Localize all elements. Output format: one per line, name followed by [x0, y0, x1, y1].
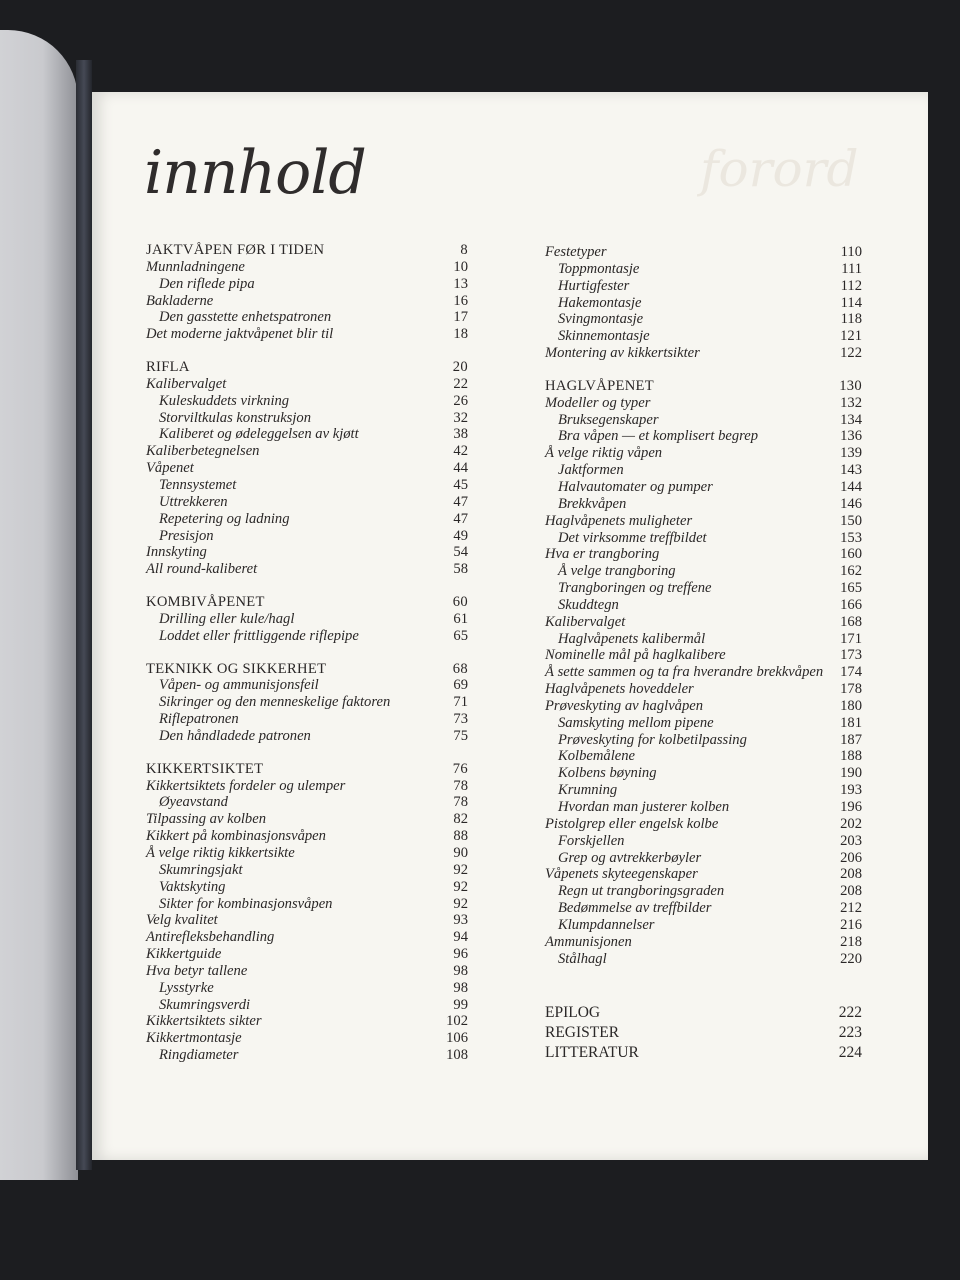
toc-entry — [146, 293, 468, 310]
toc-entry-title: Kuleskuddets virkning — [159, 392, 290, 409]
toc-entry — [146, 661, 468, 678]
toc-entry-page: 110 — [840, 244, 862, 260]
toc-entry-page: 165 — [840, 580, 862, 597]
toc-entry — [146, 794, 468, 811]
toc-entry-page: 68 — [452, 660, 468, 677]
toc-entry-page: 61 — [453, 610, 468, 627]
toc-entry — [146, 1047, 468, 1064]
toc-entry-title: Hvordan man justerer kolben — [558, 799, 730, 815]
toc-entry-page: 173 — [840, 647, 862, 664]
toc-entry-title: HAGLVÅPENET — [545, 377, 654, 394]
toc-entry-page: 73 — [453, 711, 468, 728]
toc-entry — [545, 765, 862, 782]
toc-entry-title: Ammunisjonen — [545, 933, 632, 950]
back-matter-page: 222 — [838, 1004, 862, 1022]
toc-entry — [146, 426, 468, 443]
toc-entry-page: 38 — [453, 426, 468, 443]
toc-entry-title: Repetering og ladning — [159, 510, 290, 527]
toc-entry-page: 162 — [840, 563, 862, 580]
toc-entry-title: Tennsystemet — [159, 476, 237, 493]
toc-entry-page: 58 — [453, 561, 468, 578]
toc-entry — [146, 511, 468, 528]
toc-entry — [545, 428, 862, 445]
toc-entry-page: 118 — [840, 311, 862, 328]
toc-entry-title: Hurtigfester — [558, 277, 630, 294]
toc-entry-page: 187 — [840, 731, 862, 748]
toc-entry-title: Toppmontasje — [558, 260, 640, 277]
toc-entry-page: 212 — [840, 900, 862, 917]
back-matter-entry — [545, 1043, 862, 1063]
toc-entry-title: Antirefleksbehandling — [146, 929, 275, 946]
toc-entry-page: 71 — [453, 694, 468, 711]
toc-entry-title: Velg kvalitet — [146, 912, 218, 929]
toc-entry-title: Sikter for kombinasjonsvåpen — [159, 895, 333, 912]
toc-entry — [146, 912, 468, 929]
toc-entry — [545, 295, 862, 312]
toc-entry — [146, 929, 468, 946]
toc-entry — [146, 997, 468, 1014]
toc-entry-page: 106 — [446, 1030, 468, 1047]
toc-entry — [146, 711, 468, 728]
toc-entry-title: Krumning — [558, 782, 618, 799]
toc-entry-page: 202 — [840, 815, 862, 832]
toc-entry-page: 82 — [453, 811, 468, 828]
toc-entry — [545, 244, 862, 261]
toc-entry-title: Den gasstette enhetspatronen — [159, 309, 332, 326]
toc-entry-title: Det moderne jaktvåpenet blir til — [146, 326, 334, 343]
toc-entry-page: 98 — [453, 979, 468, 996]
toc-entry — [545, 614, 862, 631]
toc-entry-page: 203 — [840, 832, 862, 849]
toc-entry — [545, 580, 862, 597]
toc-entry-page: 94 — [453, 929, 468, 946]
toc-entry — [146, 460, 468, 477]
toc-entry-title: Prøveskyting av haglvåpen — [545, 697, 704, 714]
toc-entry-page: 90 — [453, 845, 468, 861]
toc-entry-page: 26 — [453, 392, 468, 409]
toc-entry — [146, 845, 468, 862]
toc-entry — [146, 359, 468, 376]
toc-entry-title: JAKTVÅPEN FØR I TIDEN — [146, 242, 325, 258]
toc-entry-title: Drilling eller kule/hagl — [159, 610, 295, 627]
toc-entry-page: 134 — [840, 411, 862, 428]
toc-entry-page: 47 — [453, 493, 468, 510]
toc-entry — [545, 748, 862, 765]
toc-entry-page: 143 — [840, 462, 862, 479]
toc-entry-page: 168 — [840, 613, 862, 630]
toc-entry-page: 132 — [840, 394, 862, 411]
toc-entry — [545, 395, 862, 412]
toc-entry-title: Tilpassing av kolben — [146, 811, 266, 828]
toc-entry-page: 196 — [840, 799, 862, 815]
toc-entry — [545, 597, 862, 614]
toc-entry-title: Kikkertsiktets fordeler og ulemper — [146, 777, 346, 794]
toc-entry-page: 92 — [453, 895, 468, 912]
toc-entry — [146, 811, 468, 828]
toc-entry-title: Trangboringen og treffene — [558, 580, 712, 597]
back-matter-title: REGISTER — [545, 1024, 620, 1042]
toc-entry — [146, 242, 468, 259]
toc-entry — [146, 677, 468, 694]
toc-entry — [146, 443, 468, 460]
toc-entry-page: 8 — [460, 242, 468, 258]
toc-entry-title: Å velge trangboring — [558, 563, 676, 580]
toc-entry-title: RIFLA — [146, 359, 190, 376]
toc-entry-page: 122 — [840, 345, 862, 362]
back-matter-title: LITTERATUR — [545, 1044, 639, 1062]
toc-entry — [545, 664, 862, 681]
toc-entry-page: 208 — [840, 883, 862, 900]
toc-entry-title: KOMBIVÅPENET — [146, 594, 265, 611]
toc-entry-page: 193 — [840, 782, 862, 799]
toc-entry — [545, 647, 862, 664]
toc-entry-page: 54 — [453, 544, 468, 561]
toc-entry-page: 10 — [453, 258, 468, 275]
toc-entry-page: 75 — [453, 727, 468, 744]
toc-entry-page: 98 — [453, 962, 468, 979]
toc-entry-title: Pistolgrep eller engelsk kolbe — [545, 815, 719, 832]
toc-entry — [545, 631, 862, 648]
toc-entry-title: Skinnemontasje — [558, 328, 650, 345]
toc-entry-page: 99 — [453, 996, 468, 1013]
toc-entry-page: 17 — [453, 309, 468, 326]
toc-entry-page: 112 — [840, 277, 862, 294]
toc-entry-page: 92 — [453, 878, 468, 895]
toc-entry-title: Samskyting mellom pipene — [558, 714, 714, 731]
toc-entry — [146, 528, 468, 545]
toc-entry — [545, 917, 862, 934]
toc-entry-page: 69 — [453, 677, 468, 694]
toc-entry-page: 49 — [453, 527, 468, 544]
toc-entry-title: Kikkertguide — [146, 946, 222, 963]
toc-entry — [545, 681, 862, 698]
toc-entry-title: Bakladerne — [146, 292, 214, 309]
toc-entry-title: Storviltkulas konstruksjon — [159, 409, 312, 426]
toc-entry-page: 208 — [840, 866, 862, 883]
toc-entry-page: 130 — [839, 377, 862, 394]
toc-entry-page: 174 — [840, 664, 862, 681]
toc-entry — [545, 900, 862, 917]
toc-entry-title: Hva er trangboring — [545, 546, 660, 563]
toc-entry — [545, 866, 862, 883]
toc-entry — [545, 412, 862, 429]
toc-column-left — [146, 242, 468, 1064]
toc-entry-page: 108 — [446, 1047, 468, 1064]
toc-entry-page: 44 — [453, 460, 468, 477]
toc-entry — [146, 963, 468, 980]
toc-entry-title: Haglvåpenets muligheter — [545, 512, 693, 529]
toc-entry-title: Brekkvåpen — [558, 495, 627, 512]
toc-entry — [545, 513, 862, 530]
toc-entry-title: Å sette sammen og ta fra hverandre brekkvåpen — [545, 664, 824, 681]
toc-entry-page: 160 — [840, 546, 862, 563]
toc-entry — [545, 951, 862, 968]
toc-entry-title: Uttrekkeren — [159, 493, 228, 510]
back-matter-page: 224 — [838, 1044, 862, 1062]
toc-entry — [146, 611, 468, 628]
toc-entry — [545, 799, 862, 816]
toc-entry-page: 181 — [840, 714, 862, 731]
toc-entry-title: Stålhagl — [558, 950, 607, 967]
toc-entry-title: TEKNIKK OG SIKKERHET — [146, 660, 327, 677]
toc-entry-title: Den riflede pipa — [159, 275, 255, 292]
toc-entry — [545, 311, 862, 328]
toc-entry — [146, 896, 468, 913]
facing-page-edge — [0, 30, 78, 1180]
toc-entry-title: Regn ut trangboringsgraden — [558, 883, 725, 900]
toc-entry-page: 139 — [840, 445, 862, 462]
toc-entry-title: Innskyting — [146, 544, 207, 561]
toc-entry-title: Modeller og typer — [545, 394, 651, 411]
toc-entry-page: 146 — [840, 495, 862, 512]
back-matter-entry — [545, 1023, 862, 1043]
toc-entry-title: Kalibervalget — [545, 613, 626, 630]
toc-entry-page: 18 — [453, 326, 468, 343]
toc-entry-page: 144 — [840, 478, 862, 495]
toc-entry-title: Det virksomme treffbildet — [558, 529, 707, 546]
toc-entry-page: 88 — [453, 828, 468, 845]
toc-entry-page: 206 — [840, 849, 862, 866]
toc-entry-title: Skumringsjakt — [159, 861, 243, 878]
toc-entry — [146, 326, 468, 343]
toc-entry-title: Å velge riktig våpen — [545, 445, 663, 462]
show-through-title: forord — [700, 140, 859, 198]
toc-entry-page: 114 — [840, 294, 862, 311]
toc-entry-page: 218 — [840, 933, 862, 950]
toc-entry-page: 16 — [453, 292, 468, 309]
toc-entry-page: 92 — [453, 861, 468, 878]
toc-entry-title: Å velge riktig kikkertsikte — [146, 845, 295, 861]
toc-entry — [146, 879, 468, 896]
toc-entry — [545, 261, 862, 278]
toc-entry — [146, 1013, 468, 1030]
toc-entry-page: 111 — [841, 260, 862, 277]
toc-entry-page: 166 — [840, 596, 862, 613]
toc-entry-title: Hakemontasje — [558, 294, 642, 311]
toc-entry-page: 22 — [453, 375, 468, 392]
toc-entry — [146, 477, 468, 494]
toc-entry — [545, 546, 862, 563]
toc-entry-page: 47 — [453, 510, 468, 527]
toc-entry-title: Jaktformen — [558, 462, 624, 479]
toc-entry — [146, 946, 468, 963]
toc-entry-page: 32 — [453, 409, 468, 426]
toc-entry-page: 188 — [840, 748, 862, 765]
book-page — [92, 92, 928, 1160]
toc-entry-page: 45 — [453, 476, 468, 493]
toc-entry-title: Den håndladede patronen — [159, 727, 311, 744]
toc-entry — [545, 698, 862, 715]
toc-entry-title: Kikkert på kombinasjonsvåpen — [146, 828, 326, 845]
toc-entry-title: Bra våpen — et komplisert begrep — [558, 428, 759, 445]
toc-entry-title: Øyeavstand — [159, 794, 228, 811]
toc-entry-title: Prøveskyting for kolbetilpassing — [558, 731, 747, 748]
toc-entry — [146, 778, 468, 795]
toc-entry — [146, 980, 468, 997]
toc-entry-page: 153 — [840, 529, 862, 546]
toc-entry-title: Munnladningene — [146, 258, 245, 275]
toc-entry — [146, 544, 468, 561]
back-matter-entry — [545, 1003, 862, 1023]
toc-entry-title: Kalibervalget — [146, 375, 227, 392]
toc-entry — [146, 276, 468, 293]
toc-entry-title: Bedømmelse av treffbilder — [558, 900, 712, 917]
book-cover-edge — [76, 60, 92, 1170]
toc-entry — [545, 479, 862, 496]
toc-entry — [146, 728, 468, 745]
toc-entry-title: Sikringer og den menneskelige faktoren — [159, 694, 391, 711]
toc-entry — [146, 594, 468, 611]
toc-entry — [545, 833, 862, 850]
toc-entry-page: 20 — [452, 359, 468, 376]
toc-entry — [545, 782, 862, 799]
toc-entry-page: 150 — [840, 512, 862, 529]
toc-entry-title: Våpenet — [146, 460, 194, 477]
toc-entry-page: 78 — [453, 794, 468, 811]
toc-entry-page: 93 — [453, 912, 468, 929]
toc-entry — [545, 345, 862, 362]
toc-entry — [545, 883, 862, 900]
toc-entry-title: Kaliberbetegnelsen — [146, 443, 260, 460]
toc-entry-title: Kaliberet og ødeleggelsen av kjøtt — [159, 426, 359, 443]
toc-entry — [545, 715, 862, 732]
toc-entry-title: Våpen- og ammunisjonsfeil — [159, 677, 319, 694]
toc-entry — [545, 378, 862, 395]
toc-entry — [146, 694, 468, 711]
toc-entry-title: Haglvåpenets hoveddeler — [545, 681, 694, 698]
toc-entry-title: Kikkertsiktets sikter — [146, 1013, 262, 1030]
toc-entry-page: 121 — [840, 328, 862, 345]
toc-entry — [545, 732, 862, 749]
toc-entry-page: 171 — [840, 630, 862, 647]
toc-entry-title: Våpenets skyteegenskaper — [545, 866, 698, 883]
toc-entry — [146, 494, 468, 511]
toc-entry-title: Svingmontasje — [558, 311, 644, 328]
toc-entry-title: Haglvåpenets kalibermål — [558, 630, 706, 647]
toc-entry-page: 60 — [452, 594, 468, 611]
toc-entry-page: 102 — [446, 1013, 468, 1030]
toc-entry — [545, 328, 862, 345]
toc-entry-page: 78 — [453, 777, 468, 794]
page-title: innhold — [144, 138, 366, 208]
toc-entry — [545, 278, 862, 295]
toc-entry-page: 178 — [840, 681, 862, 698]
toc-entry-title: Kolbemålene — [558, 748, 636, 765]
toc-entry — [146, 628, 468, 645]
toc-entry-title: Lysstyrke — [159, 979, 214, 996]
toc-entry-page: 42 — [453, 443, 468, 460]
toc-entry — [146, 761, 468, 778]
toc-entry-page: 136 — [840, 428, 862, 445]
toc-entry-page: 96 — [453, 946, 468, 963]
toc-entry — [146, 862, 468, 879]
toc-entry-title: Presisjon — [159, 527, 214, 544]
toc-entry — [545, 496, 862, 513]
toc-entry — [146, 828, 468, 845]
toc-entry — [146, 1030, 468, 1047]
toc-entry-page: 13 — [453, 275, 468, 292]
toc-entry-title: Skumringsverdi — [159, 996, 251, 1013]
toc-entry — [545, 445, 862, 462]
toc-entry-title: Hva betyr tallene — [146, 962, 248, 979]
toc-entry — [545, 530, 862, 547]
toc-entry — [146, 410, 468, 427]
toc-entry-page: 216 — [840, 916, 862, 933]
toc-entry-title: Bruksegenskaper — [558, 411, 659, 428]
toc-entry — [146, 393, 468, 410]
toc-entry — [146, 259, 468, 276]
toc-entry-title: Kolbens bøyning — [558, 765, 657, 782]
back-matter-title: EPILOG — [545, 1004, 601, 1022]
toc-entry-title: Forskjellen — [558, 832, 625, 849]
toc-entry-title: Riflepatronen — [159, 711, 239, 728]
toc-entry-page: 76 — [452, 760, 468, 777]
toc-entry-page: 220 — [840, 950, 862, 967]
toc-entry-title: Loddet eller frittliggende riflepipe — [159, 627, 359, 644]
toc-entry-title: Kikkertmontasje — [146, 1030, 242, 1047]
toc-entry-title: Grep og avtrekkerbøyler — [558, 849, 702, 866]
toc-entry — [545, 462, 862, 479]
toc-entry-title: All round-kaliberet — [146, 561, 258, 578]
toc-entry — [545, 563, 862, 580]
toc-entry — [146, 376, 468, 393]
toc-entry-page: 180 — [840, 697, 862, 714]
toc-entry-title: Halvautomater og pumper — [558, 478, 713, 495]
toc-entry-title: Ringdiameter — [159, 1047, 239, 1064]
toc-entry — [146, 309, 468, 326]
toc-entry-title: Vaktskyting — [159, 878, 226, 895]
toc-entry-title: Festetyper — [545, 244, 607, 260]
toc-entry — [545, 850, 862, 867]
toc-entry-title: Skuddtegn — [558, 596, 619, 613]
toc-entry-page: 65 — [453, 627, 468, 644]
toc-entry — [146, 561, 468, 578]
toc-entry-title: Montering av kikkertsikter — [545, 345, 700, 362]
toc-column-right — [545, 244, 862, 1063]
toc-entry-page: 190 — [840, 765, 862, 782]
toc-entry-title: Klumpdannelser — [558, 916, 655, 933]
back-matter-page: 223 — [838, 1024, 862, 1042]
toc-entry-title: KIKKERTSIKTET — [146, 760, 264, 777]
toc-entry-title: Nominelle mål på haglkalibere — [545, 647, 726, 664]
toc-entry — [545, 816, 862, 833]
toc-entry — [545, 934, 862, 951]
